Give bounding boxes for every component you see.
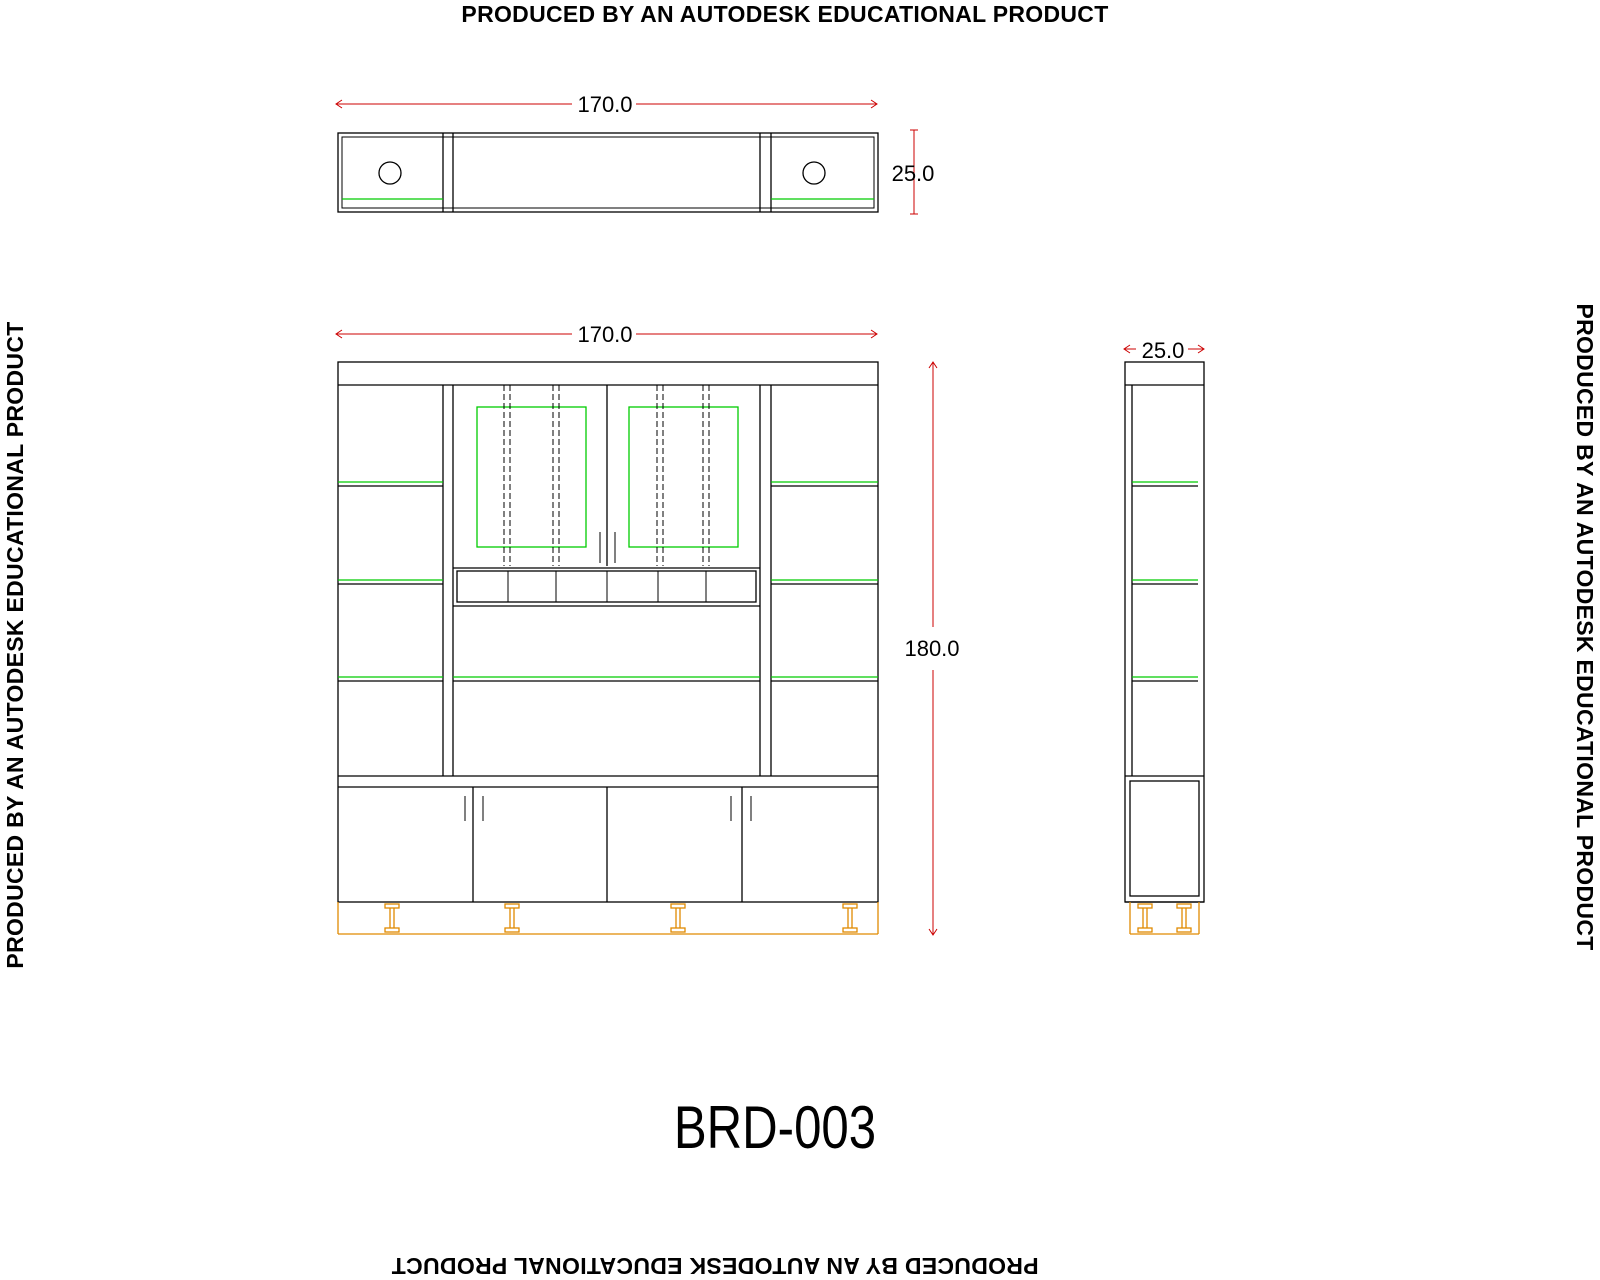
side-depth-label: 25.0 <box>1141 338 1185 363</box>
watermark-right: PRODUCED BY AN AUTODESK EDUCATIONAL PRODUCT <box>1572 303 1598 951</box>
cable-hole-left <box>379 162 401 184</box>
side-elevation <box>1124 338 1204 934</box>
watermark-bottom: PRODUCED BY AN AUTODESK EDUCATIONAL PRODUCT <box>391 1253 1039 1279</box>
front-height-dimension <box>904 362 959 935</box>
drawer-row <box>453 568 760 606</box>
front-width-dimension <box>336 322 877 347</box>
base-cabinet-doors <box>465 787 751 902</box>
side-legs <box>1130 902 1199 934</box>
plan-depth-label: 25.0 <box>891 161 935 186</box>
front-height-label: 180.0 <box>904 636 960 661</box>
right-shelves <box>771 482 878 681</box>
cable-hole-right <box>803 162 825 184</box>
watermark-left: PRODUCED BY AN AUTODESK EDUCATIONAL PRODUCT <box>2 321 28 969</box>
watermark-top: PRODUCED BY AN AUTODESK EDUCATIONAL PRODUCT <box>461 1 1109 27</box>
front-legs <box>338 902 878 934</box>
front-elevation <box>336 322 960 935</box>
plan-width-dimension <box>336 92 877 117</box>
plan-width-label: 170.0 <box>577 92 633 117</box>
plan-view <box>336 92 934 214</box>
plan-depth-dimension <box>892 130 935 214</box>
side-depth-dimension <box>1124 338 1204 363</box>
center-glass-doors <box>477 385 738 566</box>
front-width-label: 170.0 <box>577 322 633 347</box>
drawing-number: BRD-003 <box>673 1093 877 1162</box>
left-shelves <box>338 482 443 681</box>
